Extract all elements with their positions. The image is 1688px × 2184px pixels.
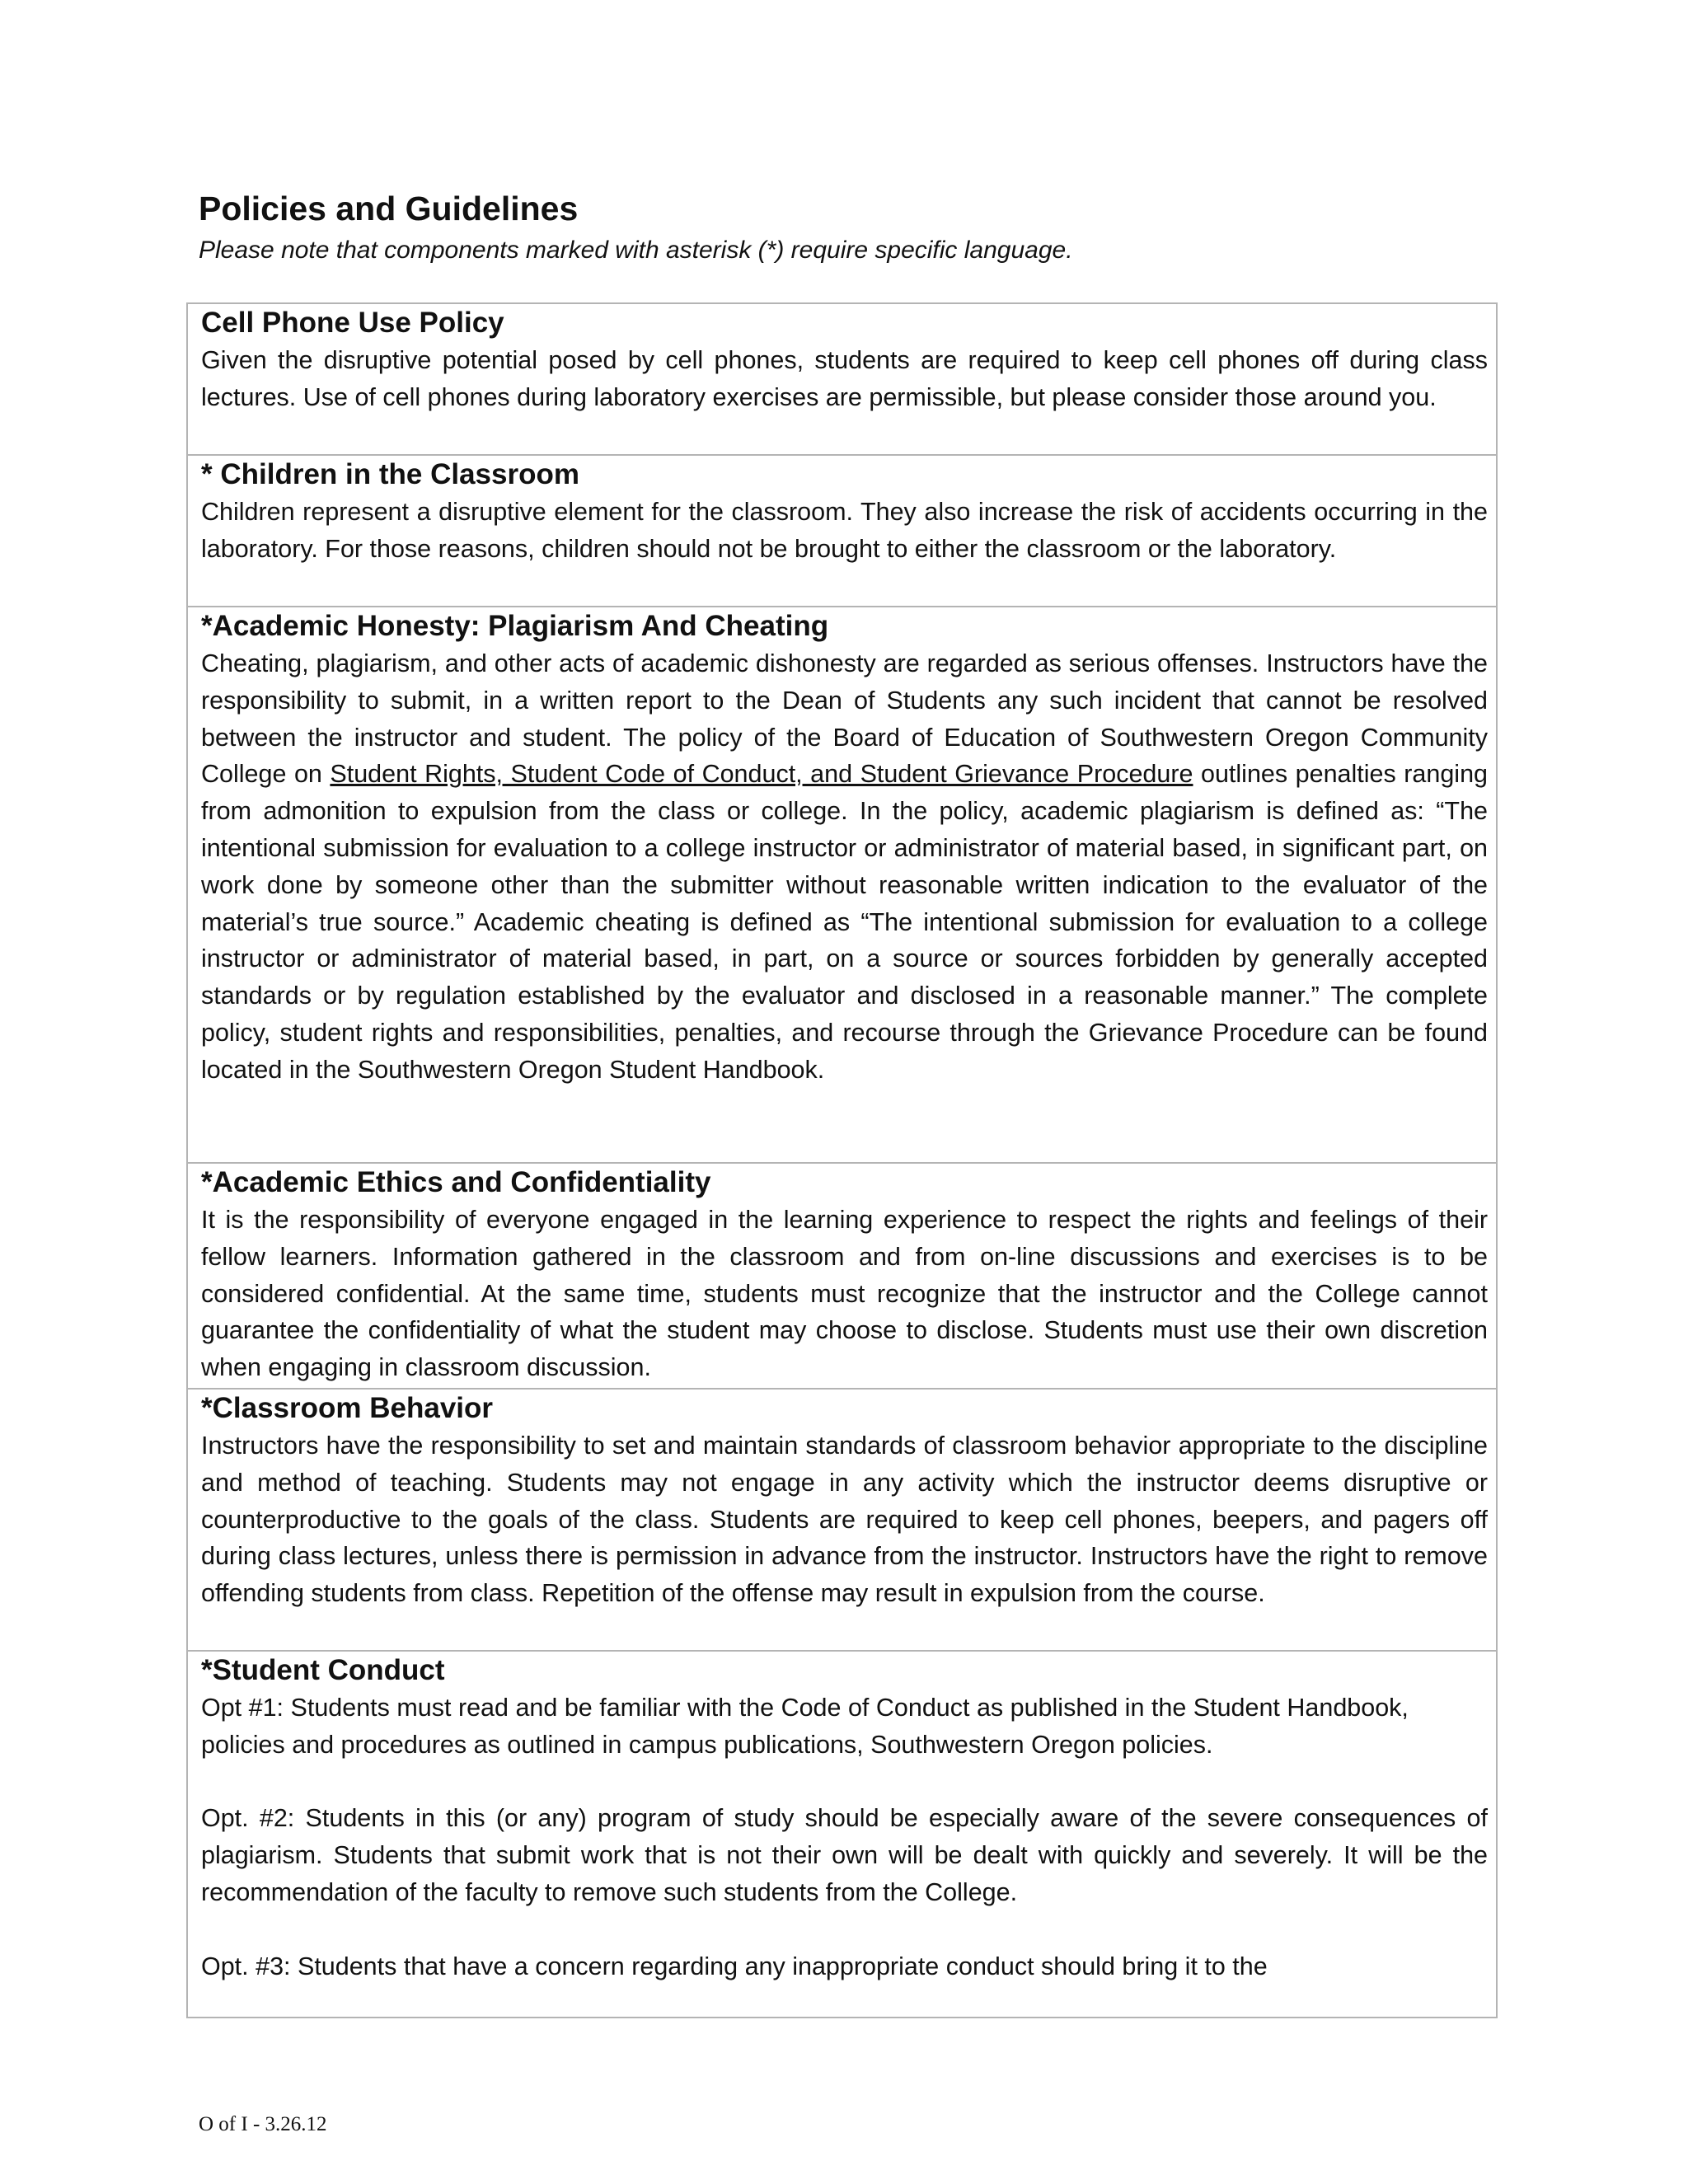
section-body	[201, 645, 1488, 1089]
body-text-after-link: outlines penalties ranging from admonition to expulsion from the class or college. In the policy, academic plagiarism is defined as: “The intentional submission for evaluation to a college instructor or administrator of material based, in significant part, on work done by someone other than the submitter without reasonable written indication to the evaluator of the material’s true source.” Academic cheating is defined as “The intentional submission for evaluation to a college instructor or administrator of material based, in part, on a source or sources forbidden by generally accepted standards or by regulation established by the evaluator and disclosed in a reasonable manner.” The complete policy, student rights and responsibilities, penalties, and recourse through the Grievance Procedure can be found located in the Southwestern Oregon Student Handbook.	[201, 760, 1489, 1084]
conduct-option-1: Opt #1: Students must read and be familiar with the Code of Conduct as published in the Student Handbook, policies and procedures as outlined in campus publications, Southwestern Oregon policies.	[201, 1694, 1409, 1759]
section-academic-ethics	[188, 1164, 1496, 1390]
student-rights-link[interactable]: Student Rights, Student Code of Conduct, and Student Grievance Procedure	[330, 760, 1193, 789]
section-children-in-classroom	[188, 456, 1496, 607]
section-student-conduct	[188, 1652, 1496, 2014]
section-cell-phone-policy	[188, 304, 1496, 456]
body-text-before-link: Cheating, plagiarism, and other acts of academic dishonesty are regarded as serious offenses. Instructors have the responsibility to submit, in a written report to the Dean of Students any such incident that cannot be resolved between the instructor and student. The policy of the Board of Education of Southwestern Oregon Community College on	[201, 649, 1488, 789]
conduct-option-2: Opt. #2: Students in this (or any) program of study should be especially aware of the severe consequences of plagiarism. Students that submit work that is not their own will be dealt with quickly and severely. It will be the recommendation of the faculty to remove such students from the College.	[201, 1804, 1488, 1906]
section-body: It is the responsibility of everyone engaged in the learning experience to respect the rights and feelings of their fellow learners. Information gathered in the classroom and from on-line discussions and exercises is to be considered confidential. At the same time, students must recognize that the instructor and the College cannot guarantee the confidentiality of what the student may choose to disclose. Students must use their own discretion when engaging in classroom discussion.	[201, 1206, 1488, 1382]
asterisk-note: Please note that components marked with asterisk (*) require specific language.	[199, 237, 1073, 264]
section-body: Children represent a disruptive element for the classroom. They also increase the risk of accidents occurring in the laboratory. For those reasons, children should not be brought to either the classroom or the laboratory.	[201, 498, 1488, 563]
section-body: Instructors have the responsibility to set and maintain standards of classroom behavior appropriate to the discipline and method of teaching. Students may not engage in any activity which the instructor deems disruptive or counterproductive to the goals of the class. Students are required to keep cell phones, beepers, and pagers off during class lectures, unless there is permission in advance from the instructor. Instructors have the right to remove offending students from class. Repetition of the offense may result in expulsion from the course.	[201, 1432, 1488, 1608]
page-title: Policies and Guidelines	[199, 190, 579, 227]
section-heading: *Academic Ethics and Confidentiality	[201, 1166, 711, 1198]
page-footer: O of I - 3.26.12	[199, 2113, 327, 2135]
policies-table	[186, 302, 1498, 2018]
section-academic-honesty	[188, 607, 1496, 1164]
section-heading: * Children in the Classroom	[201, 458, 579, 490]
section-body: Given the disruptive potential posed by cell phones, students are required to keep cell phones off during class lectures. Use of cell phones during laboratory exercises are permissible, but please consider those around you.	[201, 346, 1488, 411]
section-heading: *Student Conduct	[201, 1654, 445, 1686]
section-heading: *Academic Honesty: Plagiarism And Cheating	[201, 610, 829, 642]
section-heading: *Classroom Behavior	[201, 1392, 494, 1424]
section-heading: Cell Phone Use Policy	[201, 307, 504, 339]
conduct-option-3: Opt. #3: Students that have a concern regarding any inappropriate conduct should bring it to the	[201, 1952, 1268, 1980]
section-classroom-behavior	[188, 1390, 1496, 1652]
